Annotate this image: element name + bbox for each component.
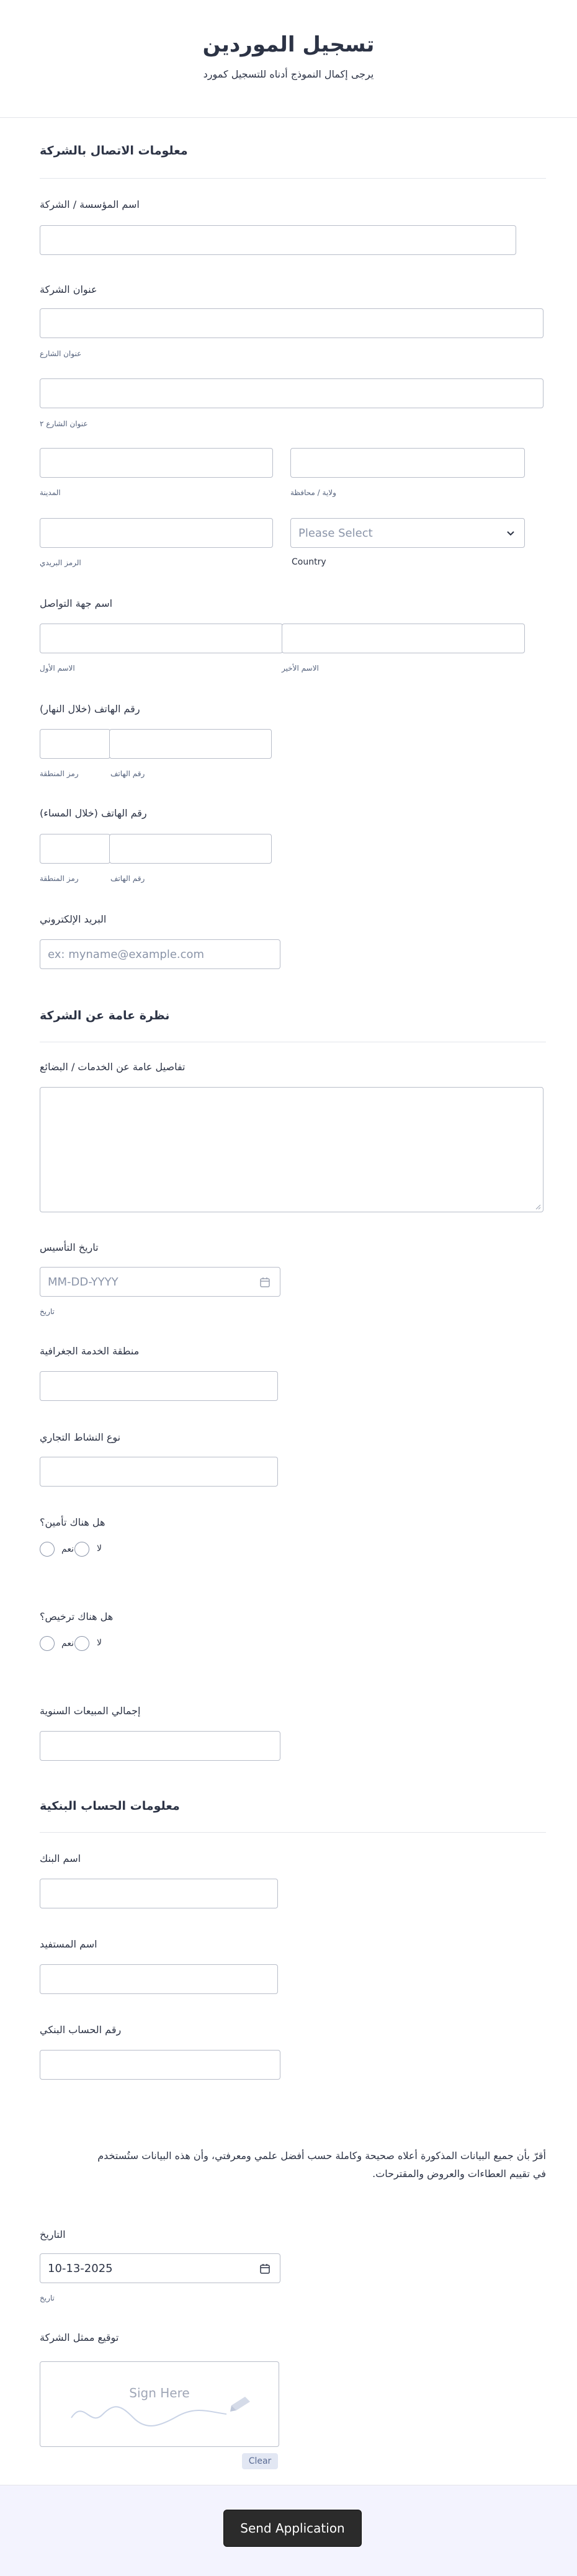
street-address-2-input[interactable] (40, 378, 543, 408)
company-name-input[interactable] (40, 225, 516, 255)
street-address-2-sublabel: عنوان الشارع ٢ (40, 419, 88, 428)
account-number-input[interactable] (40, 2050, 280, 2080)
country-sublabel: Country (292, 557, 326, 567)
first-name-sublabel: الاسم الأول (40, 664, 75, 673)
phone-day-area-code-input[interactable] (40, 729, 110, 759)
overview-section-heading: نظرة عامة عن الشركة (40, 1009, 170, 1022)
signoff-date-value: 10-13-2025 (48, 2262, 113, 2275)
signoff-date-input[interactable] (40, 2253, 280, 2283)
annual-sales-input[interactable] (40, 1731, 280, 1761)
email-input[interactable] (40, 939, 280, 969)
insurance-no-label[interactable]: لا (97, 1544, 102, 1554)
signature-placeholder: Sign Here (129, 2386, 190, 2400)
business-type-label: نوع النشاط التجاري (40, 1431, 121, 1443)
calendar-icon[interactable] (259, 2263, 271, 2275)
beneficiary-label: اسم المستفيد (40, 1938, 97, 1950)
state-input[interactable] (290, 448, 525, 478)
clear-signature-button[interactable]: Clear (242, 2453, 278, 2469)
founded-date-input[interactable] (40, 1267, 280, 1297)
license-label: هل هناك ترخيص؟ (40, 1611, 114, 1622)
city-sublabel: المدينة (40, 488, 61, 497)
calendar-icon[interactable] (259, 1276, 271, 1289)
signature-pad[interactable] (40, 2361, 279, 2447)
contact-section-heading: معلومات الاتصال بالشركة (40, 144, 188, 158)
founded-date-sublabel: تاريخ (40, 1307, 55, 1316)
zip-input[interactable] (40, 518, 273, 548)
last-name-input[interactable] (282, 624, 525, 653)
section-divider (40, 1832, 546, 1833)
service-area-label: منطقة الخدمة الجغرافية (40, 1345, 140, 1357)
street-address-sublabel: عنوان الشارع (40, 349, 82, 358)
declaration-text: أقرّ بأن جميع البيانات المذكورة أعلاه صحيحة وكاملة حسب أفضل علمي ومعرفتي، وأن هذه البيانات ستُستخدم في تقييم العطاءات والعروض والمقترحات. (97, 2150, 546, 2180)
address-label: عنوان الشركة (40, 284, 97, 295)
country-select-value: Please Select (298, 527, 373, 540)
signoff-date-sublabel: تاريخ (40, 2294, 55, 2302)
services-details-label: تفاصيل عامة عن الخدمات / البضائع (40, 1061, 186, 1073)
insurance-yes-label[interactable]: نعم (61, 1544, 74, 1554)
bank-name-label: اسم البنك (40, 1853, 81, 1864)
contact-name-label: اسم جهة التواصل (40, 597, 113, 609)
signoff-date-label: التاريخ (40, 2229, 66, 2240)
founded-date-placeholder: MM-DD-YYYY (48, 1276, 119, 1289)
section-divider (40, 178, 546, 179)
submit-button[interactable]: Send Application (223, 2510, 362, 2547)
street-address-input[interactable] (40, 308, 543, 338)
insurance-yes-radio[interactable] (40, 1542, 55, 1557)
insurance-no-radio[interactable] (74, 1542, 89, 1557)
phone-number-sublabel: رقم الهاتف (110, 769, 145, 778)
signature-scribble-icon (65, 2393, 257, 2430)
form-title: تسجيل الموردين (202, 32, 375, 57)
signature-label: توقيع ممثل الشركة (40, 2332, 119, 2343)
phone-evening-number-input[interactable] (109, 834, 272, 864)
bank-name-input[interactable] (40, 1879, 278, 1908)
account-number-label: رقم الحساب البنكي (40, 2024, 122, 2036)
service-area-input[interactable] (40, 1371, 278, 1401)
license-no-label[interactable]: لا (97, 1638, 102, 1648)
license-no-radio[interactable] (74, 1636, 89, 1651)
phone-day-label: رقم الهاتف (خلال النهار) (40, 703, 140, 715)
email-placeholder: ex: myname@example.com (48, 948, 205, 961)
country-select[interactable] (290, 518, 525, 548)
chevron-down-icon (506, 528, 516, 538)
business-type-input[interactable] (40, 1457, 278, 1487)
company-name-label: اسم المؤسسة / الشركة (40, 199, 140, 210)
area-code-sublabel: رمز المنطقة (40, 769, 79, 778)
phone-evening-label: رقم الهاتف (خلال المساء) (40, 807, 147, 819)
email-label: البريد الإلكتروني (40, 913, 107, 925)
first-name-input[interactable] (40, 624, 283, 653)
last-name-sublabel: الاسم الأخير (282, 664, 319, 673)
state-sublabel: ولاية / محافظة (290, 488, 336, 497)
license-yes-radio[interactable] (40, 1636, 55, 1651)
founded-date-label: تاريخ التأسيس (40, 1241, 99, 1253)
license-yes-label[interactable]: نعم (61, 1639, 74, 1648)
services-details-textarea[interactable] (40, 1087, 543, 1212)
annual-sales-label: إجمالي المبيعات السنوية (40, 1705, 141, 1717)
beneficiary-input[interactable] (40, 1964, 278, 1994)
phone-day-number-input[interactable] (109, 729, 272, 759)
phone-evening-area-code-input[interactable] (40, 834, 110, 864)
zip-sublabel: الرمز البريدي (40, 558, 81, 567)
form-header (0, 0, 577, 118)
form-subtitle: يرجى إكمال النموذج أدناه للتسجيل كمورد (203, 68, 374, 80)
phone-number-sublabel: رقم الهاتف (110, 874, 145, 883)
area-code-sublabel: رمز المنطقة (40, 874, 79, 883)
bank-section-heading: معلومات الحساب البنكية (40, 1799, 180, 1813)
city-input[interactable] (40, 448, 273, 478)
insurance-label: هل هناك تأمين؟ (40, 1516, 105, 1528)
resize-handle-icon[interactable] (535, 1204, 541, 1210)
